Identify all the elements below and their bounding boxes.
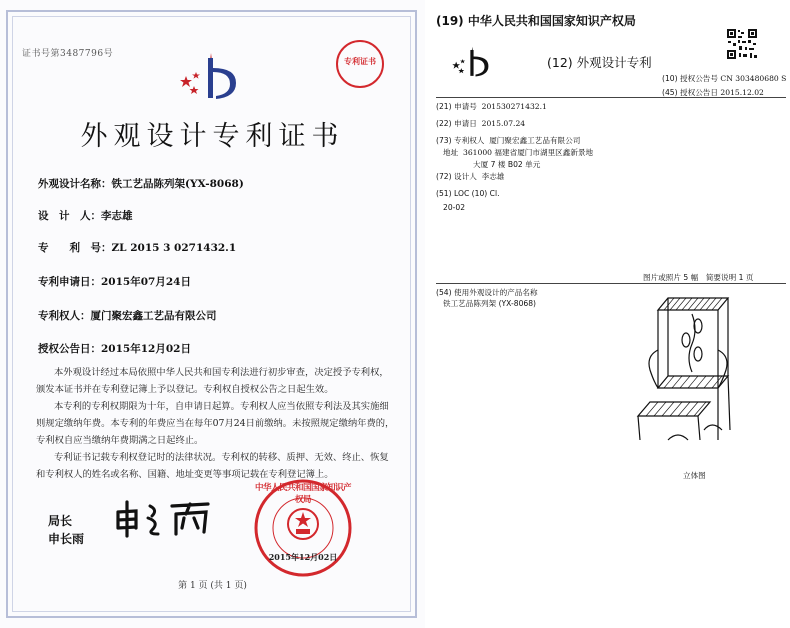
filing-date-label: 专利申请日： bbox=[38, 276, 101, 288]
gazette-doc-type: (12) 外观设计专利 bbox=[547, 55, 652, 70]
view-caption: 立体图 bbox=[683, 471, 706, 480]
figures-note: 图片或照片 5 幅 简要说明 1 页 bbox=[643, 273, 754, 282]
loc-label: (51) LOC (10) Cl. bbox=[436, 189, 500, 198]
seal-text: 中华人民共和国国家知识产权局 bbox=[254, 483, 351, 505]
patent-gazette-page bbox=[425, 0, 790, 628]
patent-number-value: ZL 2015 3 0271432.1 bbox=[111, 242, 237, 254]
pub-date-label: (45) 授权公告日 bbox=[662, 88, 718, 97]
app-date-row bbox=[436, 118, 525, 129]
gaz-patentee-label: (73) 专利权人 bbox=[436, 136, 485, 145]
product-name: 铁工艺品陈列架 (YX-8068) bbox=[443, 299, 537, 308]
gaz-designer-value: 李志雄 bbox=[481, 172, 505, 181]
certificate-number: 证书号第3487796号 bbox=[22, 49, 114, 59]
gazette-office: (19) 中华人民共和国国家知识产权局 bbox=[436, 14, 636, 28]
app-no-value: 201530271432.1 bbox=[481, 102, 547, 111]
app-no-row bbox=[436, 101, 547, 112]
divider bbox=[436, 283, 786, 284]
designer-label: 设 计 人： bbox=[38, 210, 101, 222]
patentee-row bbox=[38, 308, 217, 323]
app-date-label: (22) 申请日 bbox=[436, 119, 477, 128]
national-emblem-icon bbox=[285, 506, 321, 542]
patent-number-row bbox=[38, 240, 236, 255]
small-seal-text: 专利证书 bbox=[344, 56, 376, 66]
address-row bbox=[443, 147, 593, 158]
loc-class: 20-02 bbox=[443, 203, 466, 212]
divider bbox=[436, 97, 786, 98]
body-paragraph: 专利证书记载专利权登记时的法律状况。专利权的转移、质押、无效、终止、恢复和专利权人的姓名或名称、国籍、地址变更等事项记载在专利登记簿上。 bbox=[36, 452, 389, 480]
filing-date-value: 2015年07月24日 bbox=[101, 276, 191, 288]
design-name-label: 外观设计名称： bbox=[38, 178, 112, 190]
certificate-title: 外观设计专利证书 bbox=[80, 121, 345, 152]
pub-no-label: (10) 授权公告号 bbox=[662, 74, 718, 83]
body-paragraph: 本外观设计经过本局依照中华人民共和国专利法进行初步审查，决定授予专利权，颁发本证书并在专利登记簿上予以登记。专利权自授权公告之日起生效。 bbox=[36, 367, 389, 395]
designer-value: 李志雄 bbox=[101, 210, 133, 222]
filing-date-row bbox=[38, 274, 191, 289]
director-label: 局长 bbox=[48, 514, 73, 528]
address-line2: 大厦 7 楼 B02 单元 bbox=[473, 160, 541, 169]
qr-code-icon bbox=[726, 28, 758, 60]
app-no-label: (21) 申请号 bbox=[436, 102, 477, 111]
cnipa-logo-icon bbox=[451, 44, 491, 78]
patentee-label: 专利权人： bbox=[38, 310, 91, 322]
patentee-row bbox=[436, 135, 580, 146]
patent-number-label: 专 利 号： bbox=[38, 242, 112, 254]
design-name-value: 铁工艺品陈列架(YX-8068) bbox=[111, 178, 244, 190]
design-name-row bbox=[38, 176, 244, 191]
app-date-value: 2015.07.24 bbox=[481, 119, 526, 128]
address-label: 地址 bbox=[443, 148, 459, 157]
director-signature bbox=[112, 492, 227, 542]
certificate-page-footer: 第 1 页 (共 1 页) bbox=[178, 581, 247, 591]
certificate-body-text bbox=[36, 364, 396, 483]
pub-date-value: 2015.12.02 bbox=[720, 88, 764, 97]
grant-date-value: 2015年12月02日 bbox=[101, 343, 191, 355]
gaz-patentee-value: 厦门聚宏鑫工艺品有限公司 bbox=[489, 136, 581, 145]
address-line1: 361000 福建省厦门市湖里区鑫新景地 bbox=[463, 148, 594, 157]
body-paragraph: 本专利的专利权期限为十年，自申请日起算。专利权人应当依照专利法及其实施细则规定缴纳年费。本专利的年费应当在每年07月24日前缴纳。未按照规定缴纳年费的，专利权自应当缴纳年费期满之日起终止。 bbox=[36, 401, 395, 446]
seal-date: 2015年12月02日 bbox=[268, 552, 338, 562]
grant-date-label: 授权公告日： bbox=[38, 343, 101, 355]
patentee-value: 厦门聚宏鑫工艺品有限公司 bbox=[90, 310, 217, 322]
designer-row bbox=[38, 208, 133, 223]
product-perspective-drawing bbox=[618, 290, 768, 460]
stamp-seal-icon bbox=[336, 40, 384, 88]
gaz-designer-label: (72) 设计人 bbox=[436, 172, 477, 181]
director-name-label: 申长雨 bbox=[48, 532, 85, 546]
cnipa-logo-icon bbox=[178, 50, 240, 100]
pub-no-row bbox=[662, 73, 786, 84]
grant-date-row bbox=[38, 341, 191, 356]
gaz-designer-row bbox=[436, 171, 504, 182]
official-seal bbox=[253, 478, 353, 578]
product-section-label: (54) 使用外观设计的产品名称 bbox=[436, 288, 538, 297]
pub-no-value: CN 303480680 S bbox=[720, 74, 787, 83]
